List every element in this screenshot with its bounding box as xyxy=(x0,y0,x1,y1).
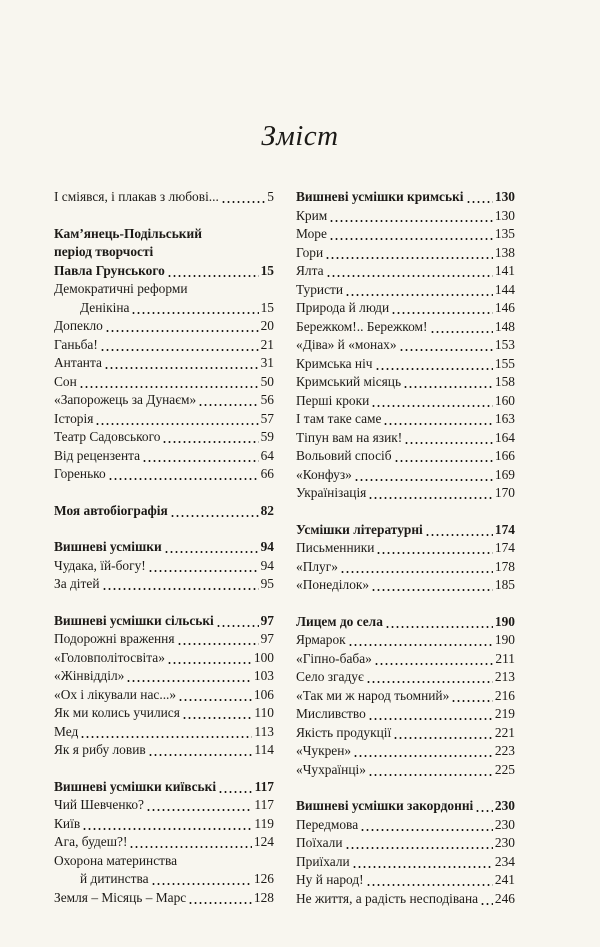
toc-group xyxy=(296,613,515,780)
toc-entry: Охорона материнства xyxy=(54,852,178,868)
toc-entry: Мед 113 xyxy=(54,723,274,742)
toc-entry: Театр Садовського 59 xyxy=(54,428,274,447)
toc-entry: Як ми колись училися 110 xyxy=(54,704,274,723)
toc-group xyxy=(54,188,274,207)
toc-entry: Сон 50 xyxy=(54,373,274,392)
section-heading-entry: Вишневі усмішки сільські 97 xyxy=(54,612,274,631)
section-heading-entry: Вишневі усмішки кримські 130 xyxy=(296,188,515,207)
toc-entry: Крим 130 xyxy=(296,207,515,226)
toc-entry: Чий Шевченко? 117 xyxy=(54,796,274,815)
toc-entry: Допекло 20 xyxy=(54,317,274,336)
toc-group xyxy=(296,188,515,503)
toc-group xyxy=(296,521,515,595)
toc-entry: «Конфуз» 169 xyxy=(296,466,515,485)
toc-entry: Поїхали 230 xyxy=(296,834,515,853)
toc-entry: Письменники 174 xyxy=(296,539,515,558)
toc-entry: «Жінвідділ» 103 xyxy=(54,667,274,686)
toc-group xyxy=(54,612,274,760)
section-heading-entry: Усмішки літературні 174 xyxy=(296,521,515,540)
section-heading-entry: Моя автобіографія 82 xyxy=(54,502,274,521)
toc-group xyxy=(54,538,274,594)
toc-entry: Гори 138 xyxy=(296,244,515,263)
toc-entry: Ну й народ! 241 xyxy=(296,871,515,890)
toc-entry: Як я рибу ловив 114 xyxy=(54,741,274,760)
toc-entry: І сміявся, і плакав з любові... 5 xyxy=(54,188,274,207)
toc-entry: Село згадує 213 xyxy=(296,668,515,687)
toc-entry: Море 135 xyxy=(296,225,515,244)
toc-entry: «Ох і лікували нас...» 106 xyxy=(54,686,274,705)
toc-entry: Чудака, їй-богу! 94 xyxy=(54,557,274,576)
section-heading-entry: Вишневі усмішки київські 117 xyxy=(54,778,274,797)
toc-entry: «Так ми ж народ тьомний» 216 xyxy=(296,687,515,706)
toc-entry: Денікіна 15 xyxy=(54,299,274,318)
toc-entry: «Плуг» 178 xyxy=(296,558,515,577)
toc-entry: Тіпун вам на язик! 164 xyxy=(296,429,515,448)
section-heading-entry: Вишневі усмішки закордонні 230 xyxy=(296,797,515,816)
toc-entry: Горенько 66 xyxy=(54,465,274,484)
toc-entry: Українізація 170 xyxy=(296,484,515,503)
toc-entry: Природа й люди 146 xyxy=(296,299,515,318)
toc-entry: Демократичні реформи xyxy=(54,281,188,296)
toc-entry: Ганьба! 21 xyxy=(54,336,274,355)
toc-entry: Історія 57 xyxy=(54,410,274,429)
toc-entry: Київ 119 xyxy=(54,815,274,834)
toc-entry: Не життя, а радість несподівана 246 xyxy=(296,890,515,909)
section-heading: період творчості xyxy=(54,244,154,259)
toc-entry: «Діва» й «монах» 153 xyxy=(296,336,515,355)
toc-group xyxy=(296,797,515,908)
toc-group xyxy=(54,502,274,521)
toc-entry: Приїхали 234 xyxy=(296,853,515,872)
toc-entry: Ялта 141 xyxy=(296,262,515,281)
toc-entry: Передмова 230 xyxy=(296,816,515,835)
toc-group xyxy=(54,778,274,908)
page-title: Зміст xyxy=(261,120,339,152)
section-heading-entry: Вишневі усмішки 94 xyxy=(54,538,274,557)
toc-entry: й дитинства 126 xyxy=(54,870,274,889)
toc-entry: Туристи 144 xyxy=(296,281,515,300)
toc-entry: Перші кроки 160 xyxy=(296,392,515,411)
toc-right-column xyxy=(296,188,515,926)
toc-entry: Подорожні враження 97 xyxy=(54,630,274,649)
toc-entry: «Понеділок» 185 xyxy=(296,576,515,595)
toc-entry: І там таке саме 163 xyxy=(296,410,515,429)
toc-entry: Кримський місяць 158 xyxy=(296,373,515,392)
toc-entry: «Головполітосвіта» 100 xyxy=(54,649,274,668)
section-heading-entry: Лицем до села 190 xyxy=(296,613,515,632)
toc-entry: Ярмарок 190 xyxy=(296,631,515,650)
toc-entry: Від рецензента 64 xyxy=(54,447,274,466)
toc-entry: Якість продукції 221 xyxy=(296,724,515,743)
toc-entry: Бережком!.. Бережком! 148 xyxy=(296,318,515,337)
toc-entry: Мисливство 219 xyxy=(296,705,515,724)
toc-entry: «Запорожець за Дунаєм» 56 xyxy=(54,391,274,410)
toc-entry: «Гіпно-баба» 211 xyxy=(296,650,515,669)
toc-group xyxy=(54,225,274,484)
toc-entry: «Чукрен» 223 xyxy=(296,742,515,761)
section-heading: Кам’янець-Подільський xyxy=(54,225,202,241)
toc-entry: Ага, будеш?! 124 xyxy=(54,833,274,852)
toc-entry: «Чухраїнці» 225 xyxy=(296,761,515,780)
toc-left-column xyxy=(54,188,274,925)
section-heading-entry: Павла Грунського 15 xyxy=(54,262,274,281)
toc-entry: Антанта 31 xyxy=(54,354,274,373)
toc-entry: Кримська ніч 155 xyxy=(296,355,515,374)
toc-entry: За дітей 95 xyxy=(54,575,274,594)
toc-entry: Вольовий спосіб 166 xyxy=(296,447,515,466)
toc-entry: Земля – Місяць – Марс 128 xyxy=(54,889,274,908)
